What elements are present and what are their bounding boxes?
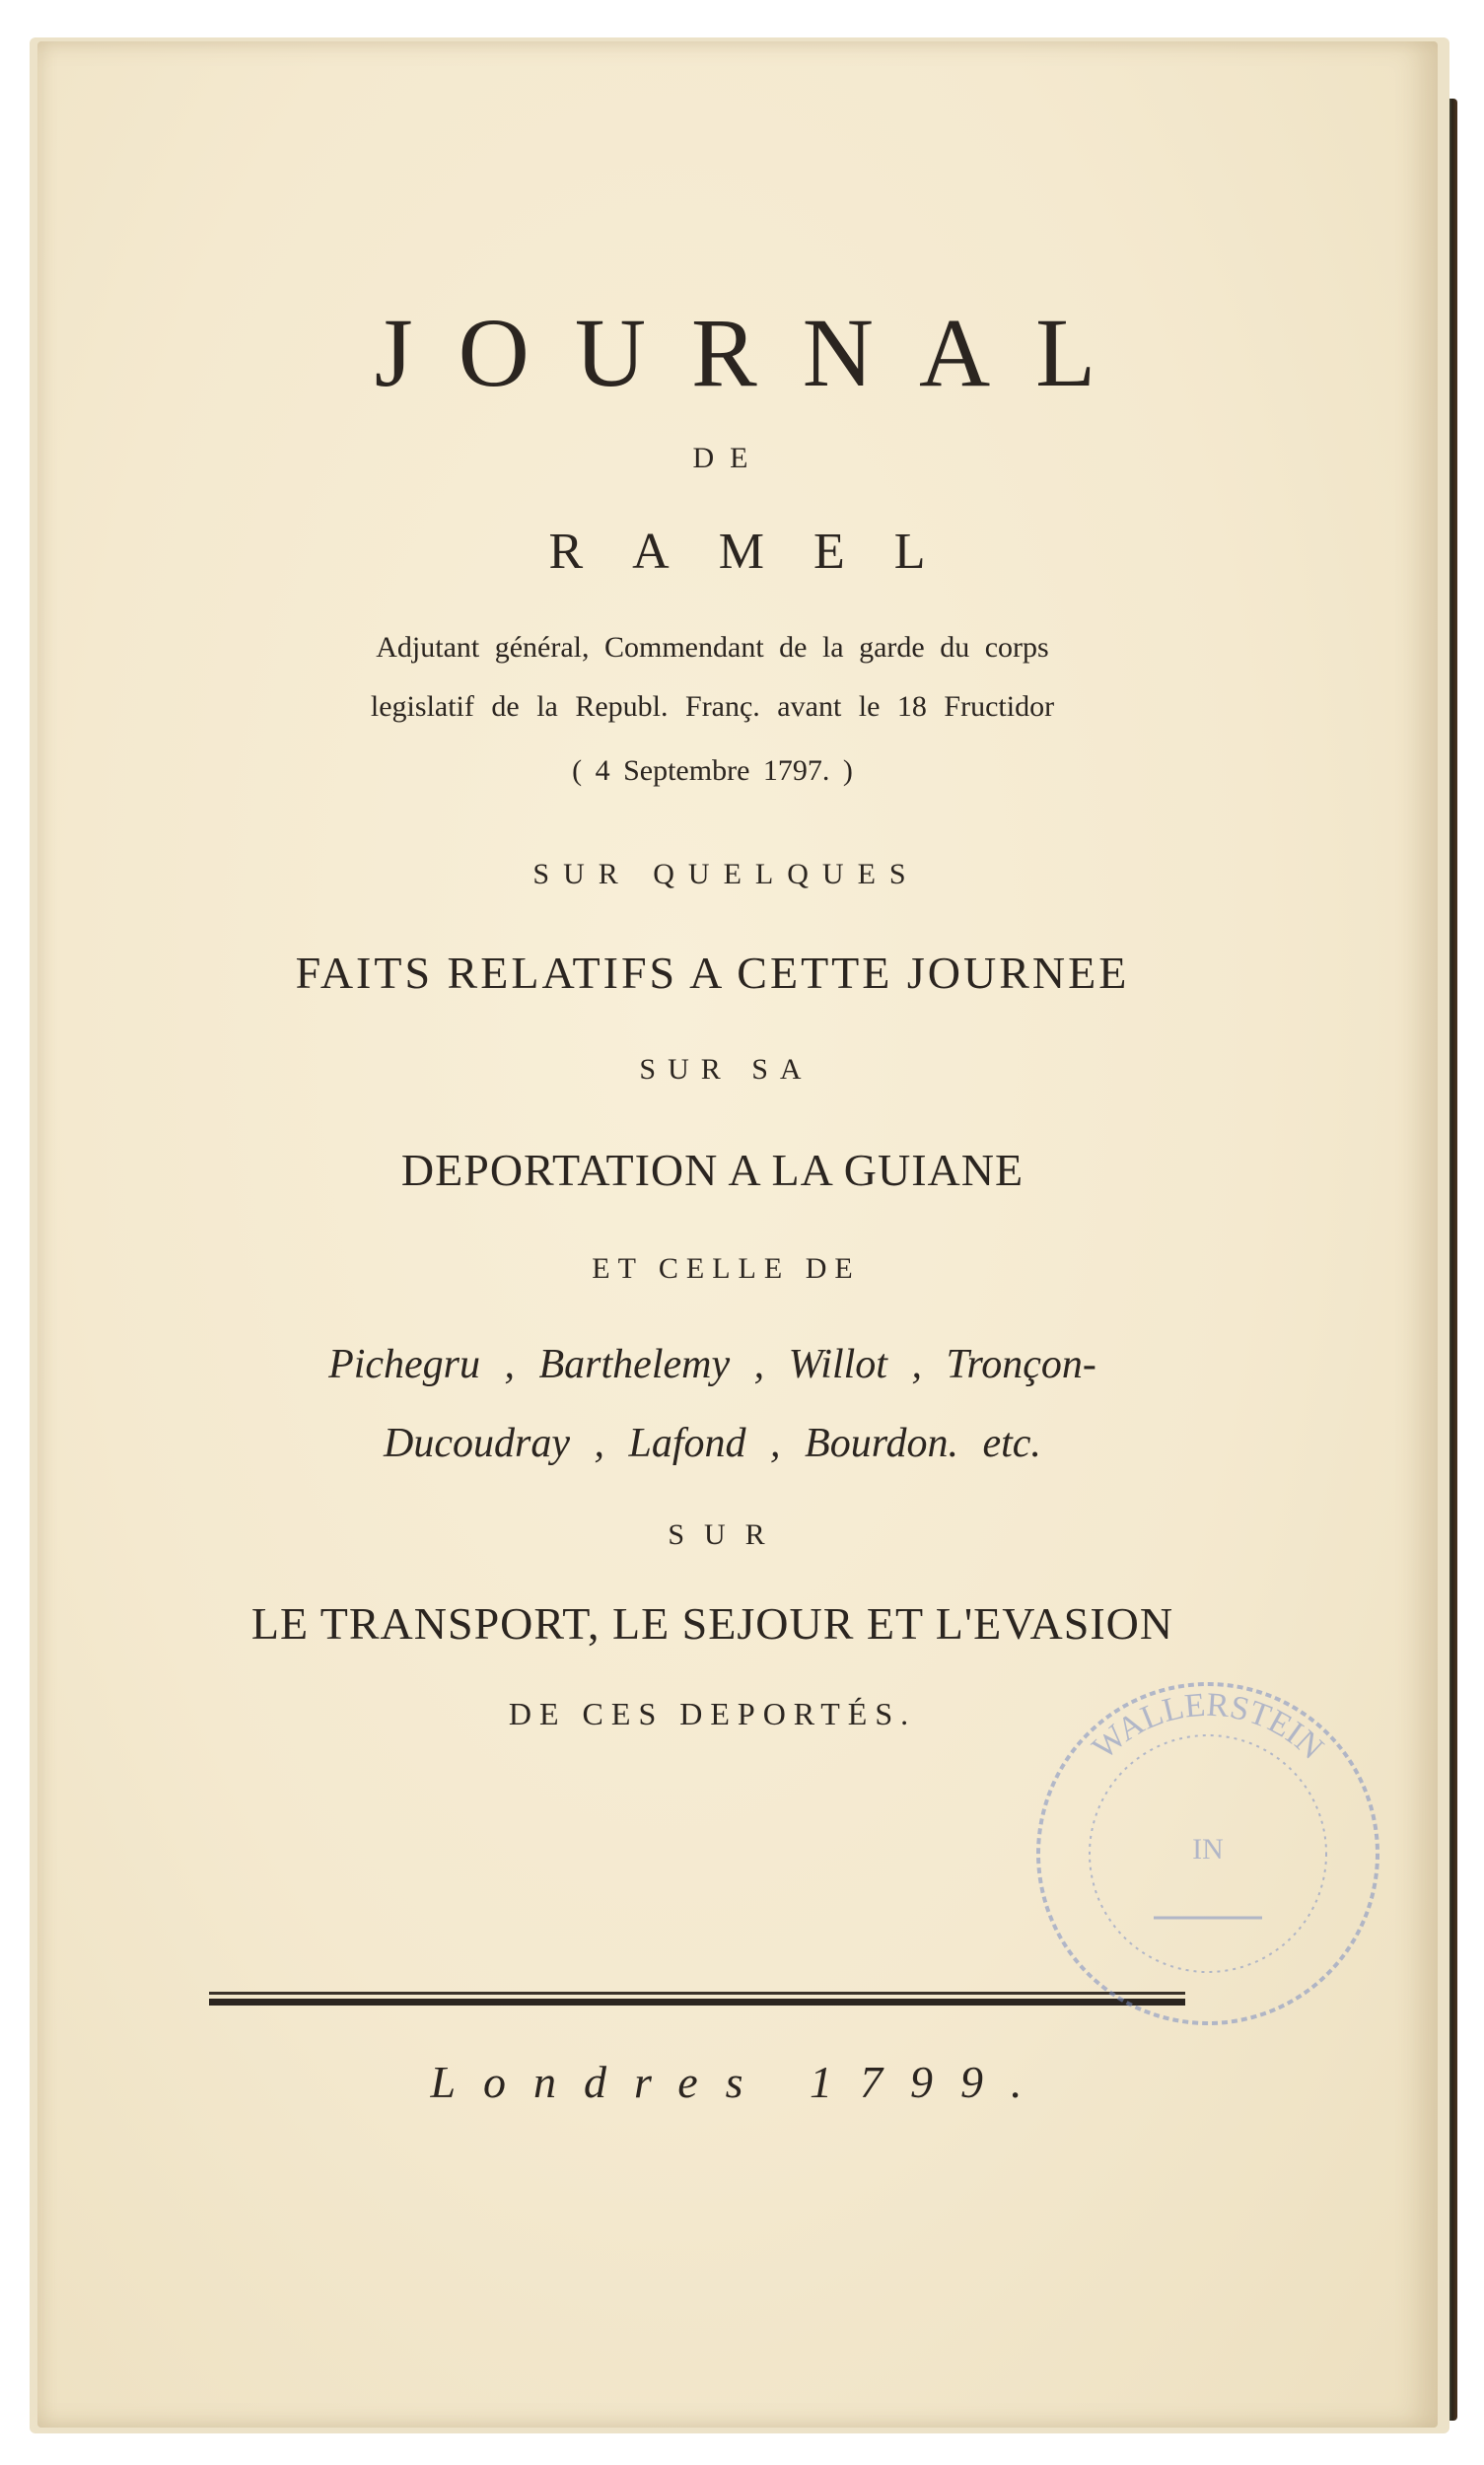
subtitle-deportation: DEPORTATION A LA GUIANE <box>400 1145 1025 1195</box>
subtitle-sur-sa: SUR SA <box>639 1053 813 1086</box>
author-rank-line-2: legislatif de la Republ. Franç. avant le 18 Fructidor <box>370 690 1055 723</box>
subtitle-ces-deportes: DE CES DEPORTÉS. <box>508 1696 917 1731</box>
stamp-center-text: IN <box>1192 1833 1224 1866</box>
author-rank-line-3: ( 4 Septembre 1797. ) <box>572 754 853 787</box>
author-name: RAMEL <box>548 524 975 580</box>
deportee-names-line-2: Ducoudray , Lafond , Bourdon. etc. <box>384 1421 1041 1466</box>
library-stamp <box>1025 1671 1390 2036</box>
subtitle-transport: LE TRANSPORT, LE SEJOUR ET L'EVASION <box>250 1598 1174 1649</box>
book-title: JOURNAL <box>374 298 1142 407</box>
subtitle-sur-quelques: SUR QUELQUES <box>532 858 920 890</box>
imprint-place-date: Londres 1799. <box>430 2057 1050 2107</box>
subtitle-et-celle-de: ET CELLE DE <box>592 1252 861 1285</box>
subtitle-faits: FAITS RELATIFS A CETTE JOURNEE <box>295 948 1130 998</box>
deportee-names-line-1: Pichegru , Barthelemy , Willot , Tronçon- <box>328 1342 1096 1387</box>
subtitle-sur: SUR <box>668 1518 785 1551</box>
stamp-arc-text: WALLERSTEIN <box>1086 1686 1331 1767</box>
author-rank-line-1: Adjutant général, Commendant de la garde du corps <box>376 631 1049 664</box>
title-connector-de: DE <box>692 442 764 474</box>
